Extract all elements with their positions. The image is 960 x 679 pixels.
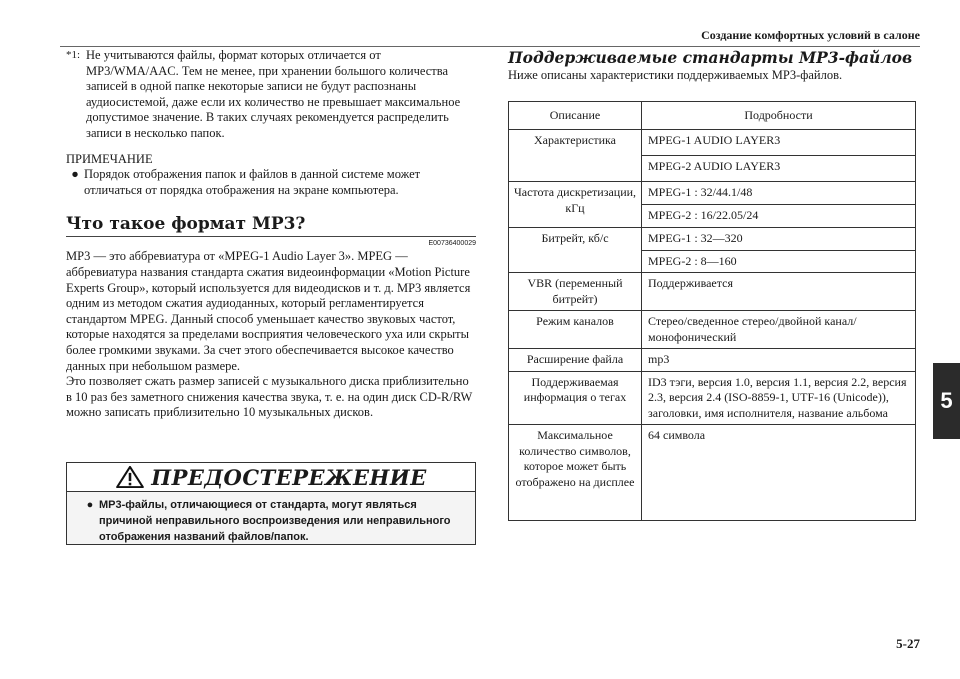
warning-triangle-icon [115,466,145,488]
note-heading: ПРИМЕЧАНИЕ [66,151,153,166]
row-detail: ID3 тэги, версия 1.0, версия 1.1, версия 2.2, версия 2.3, версия 2.4 (ISO-8859-1, UTF-16 (Unicode)), заголовки, имя исполнителя, название альбома [642,371,916,425]
row-label: VBR (переменный битрейт) [509,273,642,311]
note-text: Порядок отображения папок и файлов в данной системе может отличаться от порядка отображения на экране компьютера. [84,167,421,197]
warning-box [66,462,476,545]
table-intro: Ниже описаны характеристики поддерживаемых MP3-файлов. [508,68,843,82]
footnote-text: Не учитываются файлы, формат которых отличается от MP3/WMA/AAC. Тем не менее, при хранении большого количества записей в одной папке некоторые записи не будут распознаны аудиосистемой, даже если их количество не превышает максимальное допустимое значение. В таких случаях рекомендуется распределить записи в несколько папок. [86,48,461,140]
table-row [509,311,916,349]
column-header-details: Подробности [642,102,916,130]
table-row [509,371,916,425]
row-label: Максимальное количество символов, которое может быть отображено на дисплее [509,425,642,521]
row-detail: MPEG-2 : 8—160 [642,250,916,273]
right-column [508,48,928,83]
table-row [509,273,916,311]
page-number: 5-27 [896,636,920,651]
chapter-tab: 5 [933,363,960,439]
running-header: Создание комфортных условий в салоне [701,28,920,42]
mp3-standards-table [508,101,916,521]
row-detail: MPEG-2 : 16/22.05/24 [642,205,916,228]
bullet-icon: ● [86,499,94,511]
footnote-mark: *1: [66,49,81,61]
section-paragraph: Это позволяет сжать размер записей с музыкального диска приблизительно в 10 раз без заметного снижения качества звука, т. е. на один диск CD-R/RW можно записать приблизительно 10 музыкальных дисков. [66,374,473,420]
table-row [509,228,916,251]
section-title: Что такое формат MP3? [66,214,476,237]
table-row [509,182,916,205]
row-label: Поддерживаемая информация о тегах [509,371,642,425]
left-column [66,48,476,421]
row-detail: MPEG-1 : 32—320 [642,228,916,251]
column-header-description: Описание [509,102,642,130]
row-detail: MPEG-1 AUDIO LAYER3 [642,130,916,156]
row-detail: Поддерживается [642,273,916,311]
section-paragraph: MP3 — это аббревиатура от «MPEG-1 Audio Layer 3». MPEG — аббревиатура названия стандарта сжатия видеоинформации «Motion Picture Experts Group», который используется для видеодисков и т. д. MP3 является одним из методом сжатия аудиоданных, который регламентируется стандартом MPEG. Данный способ уменьшает качество звуковых частот, которые находятся за пределами восприятия человеческого уха или скрыты более громкими звуками. За счет этого обеспечивается высокое качество данных при небольшом размере. [66,249,471,373]
row-label: Частота дискретизации, кГц [509,182,642,228]
section-code: E00736400029 [428,240,476,248]
table-row [509,349,916,372]
warning-header [67,463,475,492]
row-detail: Стерео/сведенное стерео/двойной канал/ монофонический [642,311,916,349]
row-detail: 64 символа [642,425,916,521]
warning-text: MP3-файлы, отличающиеся от стандарта, могут являться причиной неправильного воспроизведения или неправильного отображения названий файлов/папок. [99,499,451,543]
section-body [66,249,476,421]
row-detail: MPEG-1 : 32/44.1/48 [642,182,916,205]
bullet-icon: ● [71,167,79,182]
table-section-title: Поддерживаемые стандарты MP3-файлов [508,48,913,67]
table-header-row [509,102,916,130]
row-label: Характеристика [509,130,642,182]
warning-bullet [67,492,475,545]
table-row [509,425,916,521]
header-divider [60,46,920,47]
warning-title: ПРЕДОСТЕРЕЖЕНИЕ [151,464,427,490]
table-row [509,130,916,156]
row-label: Расширение файла [509,349,642,372]
row-label: Режим каналов [509,311,642,349]
footnote [66,48,476,142]
note-bullet [66,167,476,198]
row-label: Битрейт, кб/с [509,228,642,273]
row-detail: MPEG-2 AUDIO LAYER3 [642,156,916,182]
row-detail: mp3 [642,349,916,372]
